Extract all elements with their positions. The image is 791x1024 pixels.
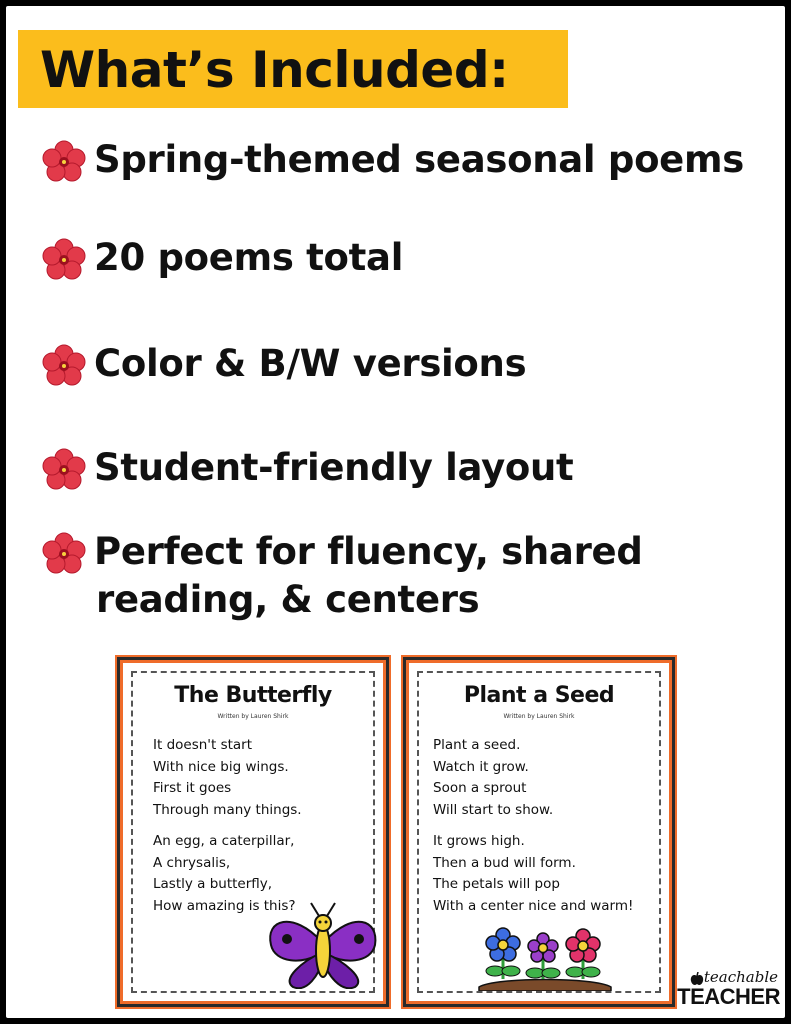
title-banner (18, 30, 568, 108)
feature-text: Student-friendly layout (94, 446, 574, 489)
flowers-illustration (475, 927, 615, 991)
poem-line: It doesn't start (153, 737, 253, 753)
poem-line: With a center nice and warm! (433, 897, 634, 914)
feature-text-line1: Perfect for fluency, shared (94, 530, 643, 573)
teachable-teacher-logo (677, 968, 782, 1018)
feature-text: Spring-themed seasonal poems (94, 138, 744, 181)
poem-byline: Written by Lauren Shirk (217, 713, 289, 720)
poem-poster-plant-a-seed (406, 660, 672, 1004)
poem-stanza-1 (153, 735, 302, 821)
product-page (6, 6, 785, 1018)
poem-line: An egg, a caterpillar, (153, 833, 295, 849)
poem-title: Plant a Seed (463, 683, 615, 708)
feature-text: 20 poems total (94, 236, 404, 279)
hibiscus-flower-icon (42, 532, 86, 576)
page-title: What’s Included: (40, 41, 509, 99)
poem-line: First it goes (153, 780, 232, 796)
poem-poster-butterfly (120, 660, 386, 1004)
hibiscus-flower-icon (42, 238, 86, 282)
hibiscus-flower-icon (42, 344, 86, 388)
poem-line: Then a bud will form. (433, 854, 576, 871)
brand-line-2: TEACHER (677, 984, 780, 1009)
feature-text: Color & B/W versions (94, 342, 527, 385)
poem-byline: Written by Lauren Shirk (503, 713, 575, 720)
poem-line: Plant a seed. (433, 737, 521, 753)
poem-stanza-2 (433, 831, 633, 917)
hibiscus-flower-icon (42, 448, 86, 492)
poem-line: Watch it grow. (433, 758, 529, 775)
hibiscus-flower-icon (42, 140, 86, 184)
poem-title: The Butterfly (174, 683, 332, 708)
feature-text-line2: reading, & centers (96, 578, 480, 621)
poem-line: With nice big wings. (153, 758, 289, 775)
poem-line: Through many things. (153, 801, 302, 818)
poem-line: Soon a sprout (433, 780, 527, 796)
poem-line: The petals will pop (433, 876, 560, 892)
poem-line: Will start to show. (433, 801, 554, 818)
poem-line: A chrysalis, (153, 854, 231, 871)
poem-line: Lastly a butterfly, (153, 876, 273, 892)
poem-line: It grows high. (433, 833, 525, 849)
poem-stanza-1 (433, 735, 553, 821)
butterfly-illustration (263, 901, 381, 989)
brand-line-1: teachable (703, 968, 778, 986)
poem-line: How amazing is this? (153, 897, 296, 914)
